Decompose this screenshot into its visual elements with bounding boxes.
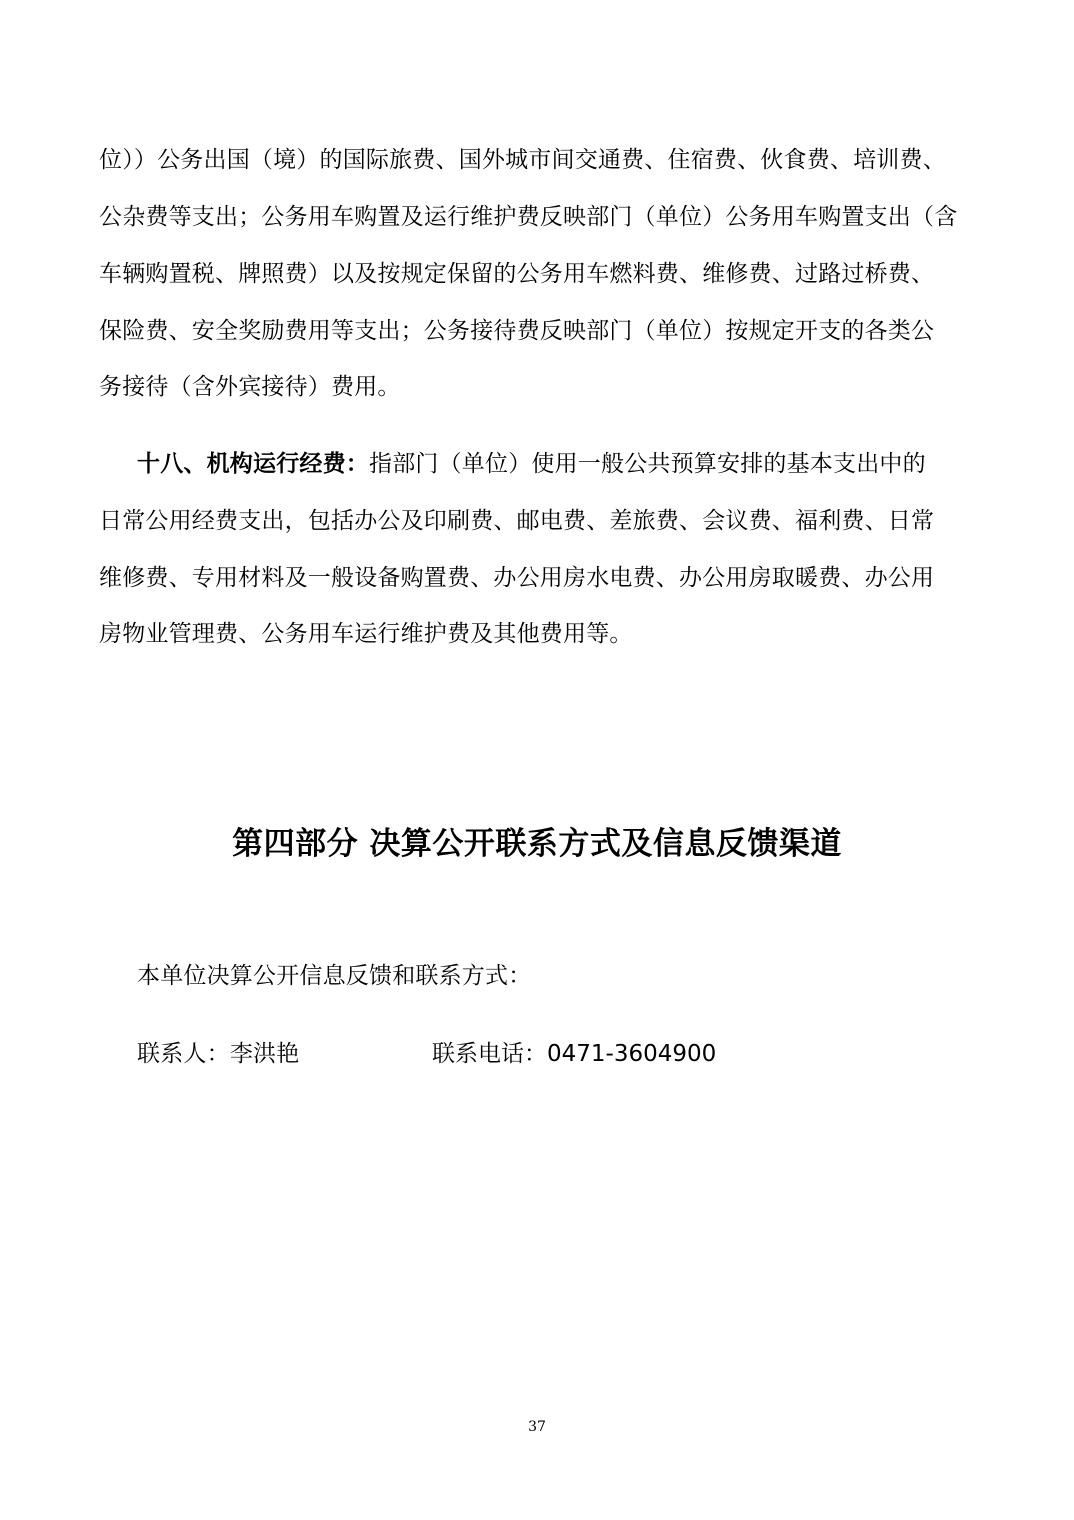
- definition-term: 十八、机构运行经费：: [137, 451, 369, 477]
- paragraph-1-line-5: 务接待（含外宾接待）费用。: [99, 374, 401, 400]
- paragraph-2-line-1: [137, 449, 926, 479]
- paragraph-1-line-3: 车辆购置税、牌照费）以及按规定保留的公务用车燃料费、维修费、过路过桥费、: [99, 261, 935, 287]
- paragraph-2-line-3: 维修费、专用材料及一般设备购置费、办公用房水电费、办公用房取暖费、办公用: [99, 565, 935, 591]
- page-number: 37: [528, 1419, 546, 1435]
- paragraph-1-line-4: 保险费、安全奖励费用等支出；公务接待费反映部门（单位）按规定开支的各类公: [99, 318, 935, 344]
- definition-text: 指部门（单位）使用一般公共预算安排的基本支出中的: [369, 451, 926, 477]
- contact-phone: [432, 1039, 716, 1069]
- paragraph-2-line-4: 房物业管理费、公务用车运行维护费及其他费用等。: [99, 621, 633, 647]
- contact-phone-label: 联系电话：: [432, 1041, 547, 1067]
- contact-person-label: 联系人：: [137, 1041, 230, 1067]
- contact-person-name: 李洪艳: [229, 1041, 300, 1067]
- paragraph-1-line-2: 公杂费等支出；公务用车购置及运行维护费反映部门（单位）公务用车购置支出（含: [99, 204, 958, 230]
- paragraph-2-line-2: 日常公用经费支出，包括办公及印刷费、邮电费、差旅费、会议费、福利费、日常: [99, 508, 935, 534]
- contact-phone-number: 0471-3604900: [547, 1041, 717, 1067]
- contact-intro: 本单位决算公开信息反馈和联系方式：: [137, 963, 532, 989]
- paragraph-1-line-1: 位））公务出国（境）的国际旅费、国外城市间交通费、住宿费、伙食费、培训费、: [99, 147, 946, 173]
- contact-person: [137, 1039, 299, 1069]
- section-heading: 第四部分 决算公开联系方式及信息反馈渠道: [232, 826, 842, 862]
